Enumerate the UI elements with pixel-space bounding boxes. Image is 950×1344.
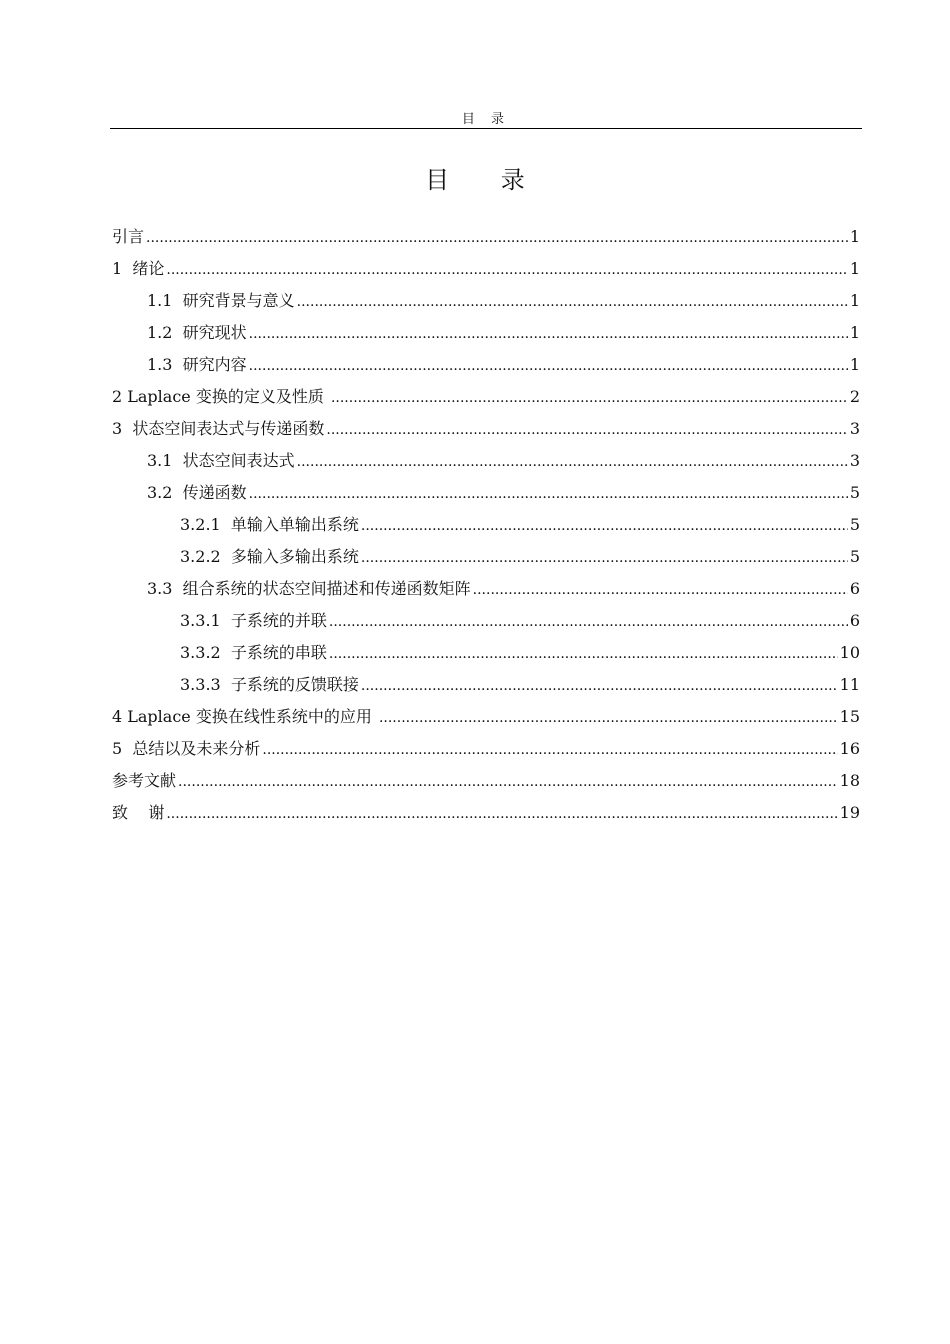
toc-entry-number: 3.3.3 [180, 675, 231, 694]
toc-page-number: 16 [839, 739, 860, 758]
toc-entry-number: 3.2.2 [180, 547, 231, 566]
toc-dot-leader [249, 320, 848, 347]
toc-dot-leader [379, 704, 838, 731]
toc-entry-label: 多输入多输出系统 [230, 547, 359, 566]
toc-dot-leader [329, 608, 848, 635]
toc-page-number: 6 [849, 611, 860, 630]
toc-entry-label: 致 谢 [112, 803, 165, 822]
toc-entry[interactable] [112, 704, 860, 736]
toc-dot-leader [361, 672, 838, 699]
toc-page-number: 1 [849, 323, 860, 342]
toc-dot-leader [166, 256, 847, 283]
toc-dot-leader [146, 224, 848, 251]
toc-dot-leader [297, 448, 848, 475]
toc-entry-number: 3.1 [147, 451, 183, 470]
toc-entry[interactable] [112, 320, 860, 352]
toc-entry[interactable] [112, 608, 860, 640]
toc-entry-label: 总结以及未来分析 [132, 739, 261, 758]
toc-entry-number: 1.3 [147, 355, 183, 374]
running-header: 目 录 [461, 112, 511, 127]
toc-entry[interactable] [112, 384, 860, 416]
toc-entry[interactable] [112, 480, 860, 512]
toc-entry[interactable] [112, 768, 860, 800]
toc-dot-leader [361, 512, 848, 539]
toc-entry[interactable] [112, 512, 860, 544]
toc-entry-number: 2 [112, 387, 128, 406]
toc-entry[interactable] [112, 672, 860, 704]
toc-entry-label: 单输入单输出系统 [230, 515, 359, 534]
toc-entry-label: 子系统的并联 [230, 611, 327, 630]
toc-entry[interactable] [112, 352, 860, 384]
toc-entry-label: 状态空间表达式与传递函数 [132, 419, 325, 438]
toc-entry[interactable] [112, 736, 860, 768]
toc-entry-label: 研究现状 [182, 323, 247, 342]
toc-entry-label: 子系统的串联 [230, 643, 327, 662]
toc-entry[interactable] [112, 544, 860, 576]
toc-entry-number: 3 [112, 419, 133, 438]
toc-entry-label: 绪论 [132, 259, 165, 278]
toc-page-number: 2 [849, 387, 860, 406]
toc-dot-leader [473, 576, 848, 603]
toc-entry-label: Laplace 变换的定义及性质 [127, 387, 329, 406]
toc-page-number: 3 [849, 419, 860, 438]
toc-entry[interactable] [112, 256, 860, 288]
toc-page-number: 15 [839, 707, 860, 726]
toc-entry-label: 传递函数 [182, 483, 247, 502]
toc-dot-leader [297, 288, 848, 315]
toc-page-number: 6 [849, 579, 860, 598]
toc-entry-label: 状态空间表达式 [182, 451, 295, 470]
toc-page-number: 1 [849, 355, 860, 374]
toc-entry-number: 3.2.1 [180, 515, 231, 534]
toc-entry[interactable] [112, 288, 860, 320]
toc-entry-label: 研究背景与意义 [182, 291, 295, 310]
table-of-contents [112, 224, 860, 832]
toc-entry-number: 4 [112, 707, 128, 726]
toc-entry-label: Laplace 变换在线性系统中的应用 [127, 707, 377, 726]
toc-dot-leader [166, 800, 837, 827]
toc-entry-label: 研究内容 [182, 355, 247, 374]
toc-page-number: 18 [839, 771, 860, 790]
toc-entry-number: 1 [112, 259, 133, 278]
toc-page-number: 5 [849, 515, 860, 534]
toc-page-number: 10 [839, 643, 860, 662]
toc-dot-leader [249, 480, 848, 507]
toc-page-number: 1 [849, 291, 860, 310]
toc-entry-number: 3.3 [147, 579, 183, 598]
toc-dot-leader [262, 736, 837, 763]
toc-entry[interactable] [112, 448, 860, 480]
toc-entry[interactable] [112, 416, 860, 448]
toc-page-number: 1 [849, 227, 860, 246]
toc-page-number: 5 [849, 547, 860, 566]
toc-entry-label: 子系统的反馈联接 [230, 675, 359, 694]
toc-dot-leader [361, 544, 848, 571]
toc-dot-leader [178, 768, 838, 795]
toc-entry[interactable] [112, 576, 860, 608]
toc-entry-number: 1.1 [147, 291, 183, 310]
toc-dot-leader [331, 384, 848, 411]
toc-entry[interactable] [112, 800, 860, 832]
toc-dot-leader [329, 640, 838, 667]
toc-entry-label: 引言 [112, 227, 145, 246]
toc-entry-label: 参考文献 [112, 771, 177, 790]
toc-entry-number: 1.2 [147, 323, 183, 342]
toc-page-number: 3 [849, 451, 860, 470]
toc-page-number: 5 [849, 483, 860, 502]
toc-page-number: 19 [839, 803, 860, 822]
page-title: 目 录 [425, 166, 547, 194]
toc-entry-number: 3.3.2 [180, 643, 231, 662]
toc-page-number: 11 [839, 675, 860, 694]
toc-entry-number: 5 [112, 739, 133, 758]
toc-page-number: 1 [849, 259, 860, 278]
toc-entry[interactable] [112, 224, 860, 256]
toc-dot-leader [326, 416, 847, 443]
toc-entry-number: 3.2 [147, 483, 183, 502]
toc-entry[interactable] [112, 640, 860, 672]
toc-entry-label: 组合系统的状态空间描述和传递函数矩阵 [182, 579, 471, 598]
header-divider [110, 128, 862, 129]
toc-entry-number: 3.3.1 [180, 611, 231, 630]
toc-dot-leader [249, 352, 848, 379]
